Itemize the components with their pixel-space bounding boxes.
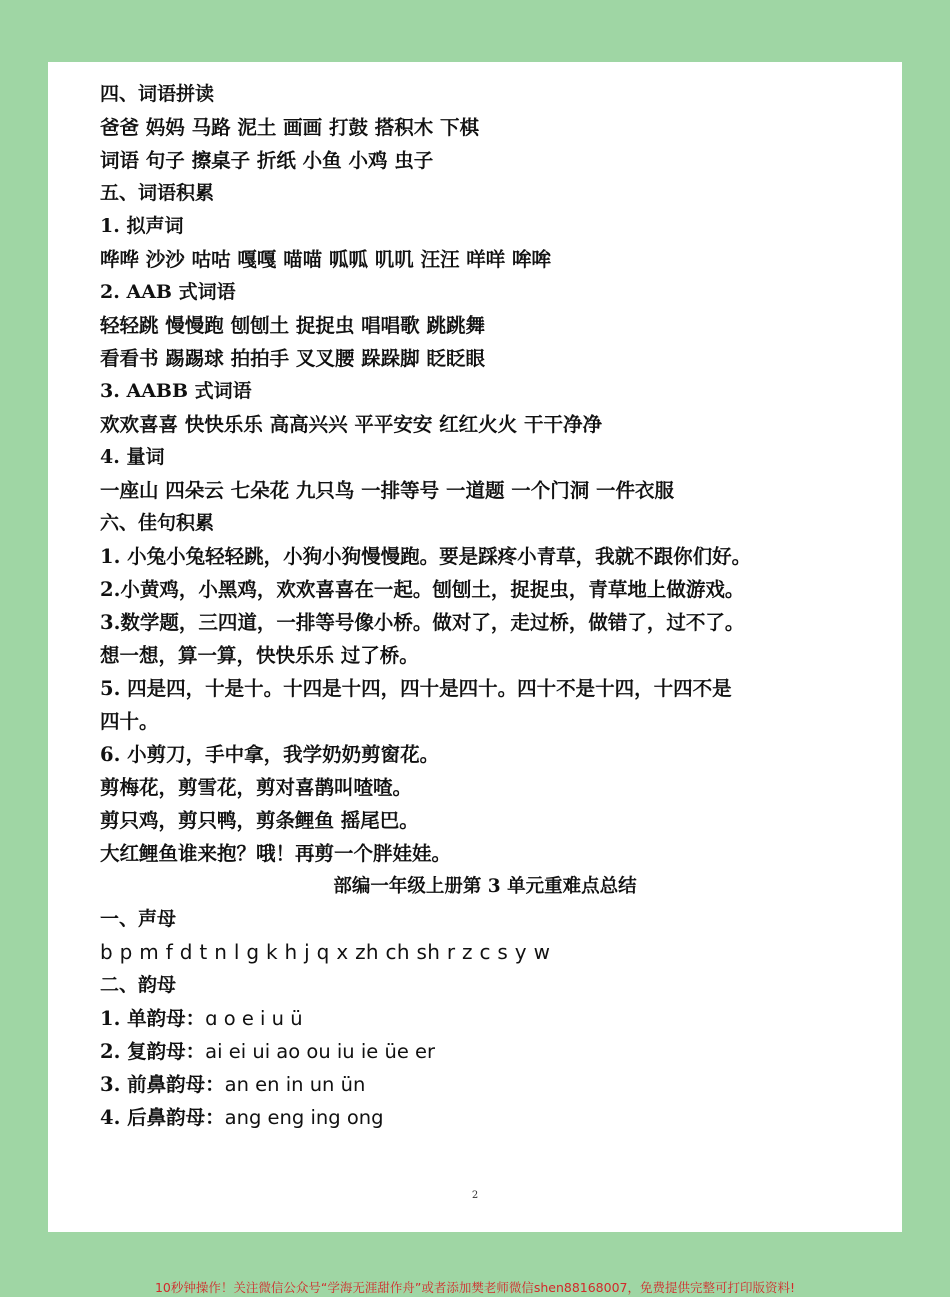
text-line: 词语 句子 擦桌子 折纸 小鱼 小鸡 虫子 xyxy=(100,149,434,172)
finals-item xyxy=(100,1068,870,1101)
finals-item xyxy=(100,1002,870,1035)
section-heading: 1. 拟声词 xyxy=(100,215,184,237)
section-heading: 四、词语拼读 xyxy=(100,83,215,105)
section-heading: 六、佳句积累 xyxy=(100,512,215,534)
text-line: 剪梅花，剪雪花，剪对喜鹊叫喳喳。 xyxy=(100,776,413,799)
text-line: b p m f d t n l g k h j q x zh ch sh r z c s y w xyxy=(100,940,551,964)
text-line: 爸爸 妈妈 马路 泥土 画画 打鼓 搭积木 下棋 xyxy=(100,116,480,139)
text-line: 看看书 踢踢球 拍拍手 叉叉腰 跺跺脚 眨眨眼 xyxy=(100,347,485,370)
text-line: 大红鲤鱼谁来抱？哦！再剪一个胖娃娃。 xyxy=(100,842,452,865)
section-heading: 一、声母 xyxy=(100,908,177,930)
finals-label: 4. 后鼻韵母： xyxy=(100,1106,225,1129)
finals-list xyxy=(100,1002,870,1134)
text-line: 轻轻跳 慢慢跑 刨刨土 捉捉虫 唱唱歌 跳跳舞 xyxy=(100,314,485,337)
finals-value: an en in un ün xyxy=(224,1073,366,1096)
finals-value: ang eng ing ong xyxy=(224,1106,384,1129)
text-line: 5. 四是四，十是十。十四是十四，四十是四十。四十不是十四，十四不是 xyxy=(100,677,732,700)
text-line: 1. 小兔小兔轻轻跳，小狗小狗慢慢跑。要是踩疼小青草，我就不跟你们好。 xyxy=(100,545,752,568)
document-page xyxy=(48,62,902,1232)
text-line: 3.数学题，三四道，一排等号像小桥。做对了，走过桥，做错了，过不了。 xyxy=(100,611,745,634)
section-heading: 3. AABB 式词语 xyxy=(100,380,252,402)
text-lines xyxy=(100,78,870,969)
text-line: 剪只鸡，剪只鸭，剪条鲤鱼 摇尾巴。 xyxy=(100,809,419,832)
text-line: 欢欢喜喜 快快乐乐 高高兴兴 平平安安 红红火火 干干净净 xyxy=(100,413,602,436)
page-content xyxy=(100,78,870,1134)
text-line: 四十。 xyxy=(100,710,159,733)
finals-title: 二、韵母 xyxy=(100,974,177,996)
page-number: 2 xyxy=(471,1190,479,1201)
finals-item xyxy=(100,1035,870,1068)
section-title: 部编一年级上册第 3 单元重难点总结 xyxy=(333,876,637,897)
finals-value: ai ei ui ao ou iu ie üe er xyxy=(205,1040,436,1063)
finals-value: ɑ o e i u ü xyxy=(205,1007,303,1030)
finals-label: 3. 前鼻韵母： xyxy=(100,1073,225,1096)
finals-label: 2. 复韵母： xyxy=(100,1040,206,1063)
text-line: 哗哗 沙沙 咕咕 嘎嘎 喵喵 呱呱 叽叽 汪汪 咩咩 哞哞 xyxy=(100,248,552,271)
promo-footer: 10秒钟操作！关注微信公众号“学海无涯甜作舟”或者添加樊老师微信shen88168007，免费提供完整可打印版资料! xyxy=(154,1280,796,1295)
text-line: 一座山 四朵云 七朵花 九只鸟 一排等号 一道题 一个门洞 一件衣服 xyxy=(100,479,675,502)
section-heading: 五、词语积累 xyxy=(100,182,215,204)
text-line: 想一想，算一算，快快乐乐 过了桥。 xyxy=(100,644,419,667)
section-heading: 4. 量词 xyxy=(100,446,165,468)
finals-label: 1. 单韵母： xyxy=(100,1007,206,1030)
text-line: 2.小黄鸡，小黑鸡，欢欢喜喜在一起。刨刨土，捉捉虫，青草地上做游戏。 xyxy=(100,578,745,601)
text-line: 6. 小剪刀，手中拿，我学奶奶剪窗花。 xyxy=(100,743,440,766)
section-heading: 2. AAB 式词语 xyxy=(100,281,236,303)
finals-item xyxy=(100,1101,870,1134)
